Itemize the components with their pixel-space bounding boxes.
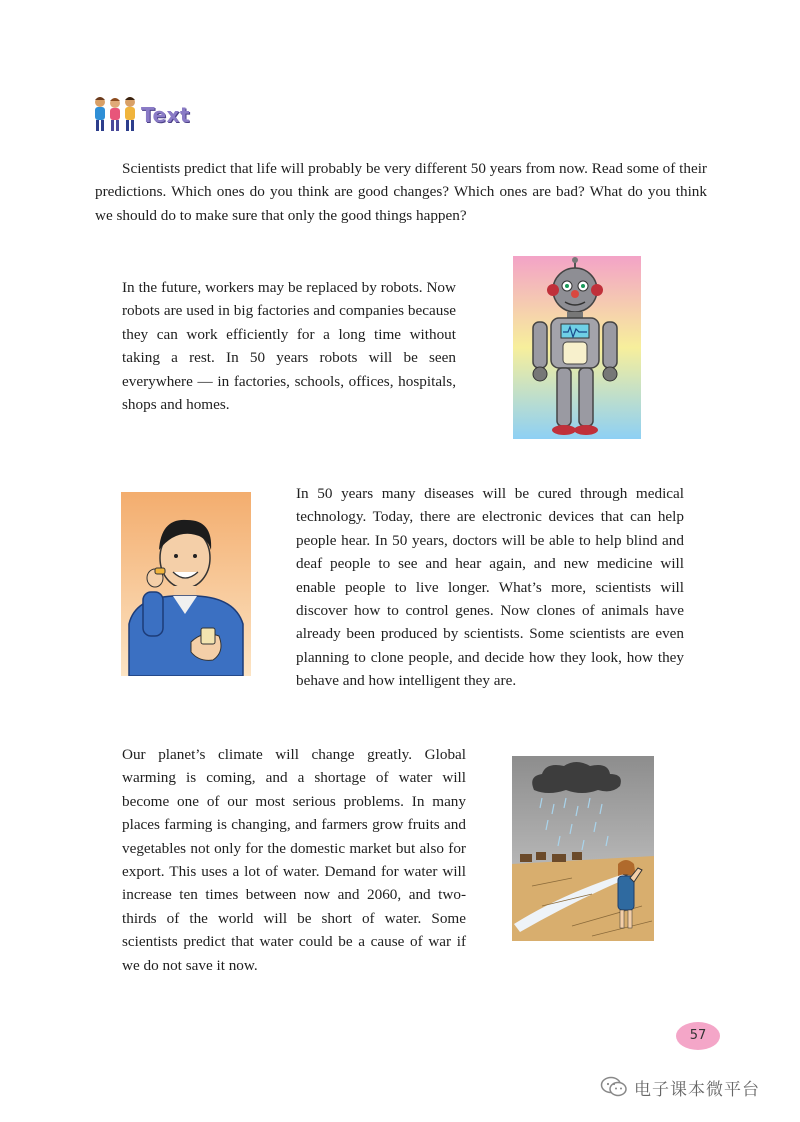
page-number: 57 xyxy=(689,1028,707,1043)
kids-icon xyxy=(92,95,138,133)
page-number-badge xyxy=(676,1022,720,1050)
watermark xyxy=(600,1072,760,1102)
rain-drought-illustration xyxy=(512,756,654,941)
wechat-icon xyxy=(600,1076,628,1098)
section-heading: Text xyxy=(141,103,191,127)
watermark-text: 电子课本微平台 xyxy=(634,1079,760,1100)
robot-illustration xyxy=(513,256,641,439)
intro-paragraph: Scientists predict that life will probably be very different 50 years from now. Read some of their predictions. Which ones do you think are good changes? Which ones are bad? What do you think we should do to make sure that only the good things happen? xyxy=(95,160,707,224)
robots-paragraph: In the future, workers may be replaced by robots. Now robots are used in big factories and companies because they can work efficiently for a long time without taking a rest. In 50 years robots will be seen everywhere — in factories, schools, offices, hospitals, shops and homes. xyxy=(122,279,456,414)
climate-paragraph: Our planet’s climate will change greatly. Global warming is coming, and a shortage of water will become one of our most serious problems. In many places farming is changing, and farmers grow fruits and vegetables not only for the domestic market but also for export. This uses a lot of water. Demand for water will increase ten times between now and 2060, and two-thirds of the world will be short of water. Some scientists predict that water could be a cause of war if we do not save it now. xyxy=(122,746,466,974)
medicine-paragraph: In 50 years many diseases will be cured through medical technology. Today, there are electronic devices that can help people hear. In 50 years, doctors will be able to help blind and deaf people to see and hear again, and new medicine will enable people to live longer. What’s more, scientists will discover how to control genes. Now clones of animals have already been produced by scientists. Some scientists are even planning to clone people, and decide how they look, how they behave and how intelligent they are. xyxy=(296,485,684,690)
man-hearing-aid-illustration xyxy=(121,492,251,676)
